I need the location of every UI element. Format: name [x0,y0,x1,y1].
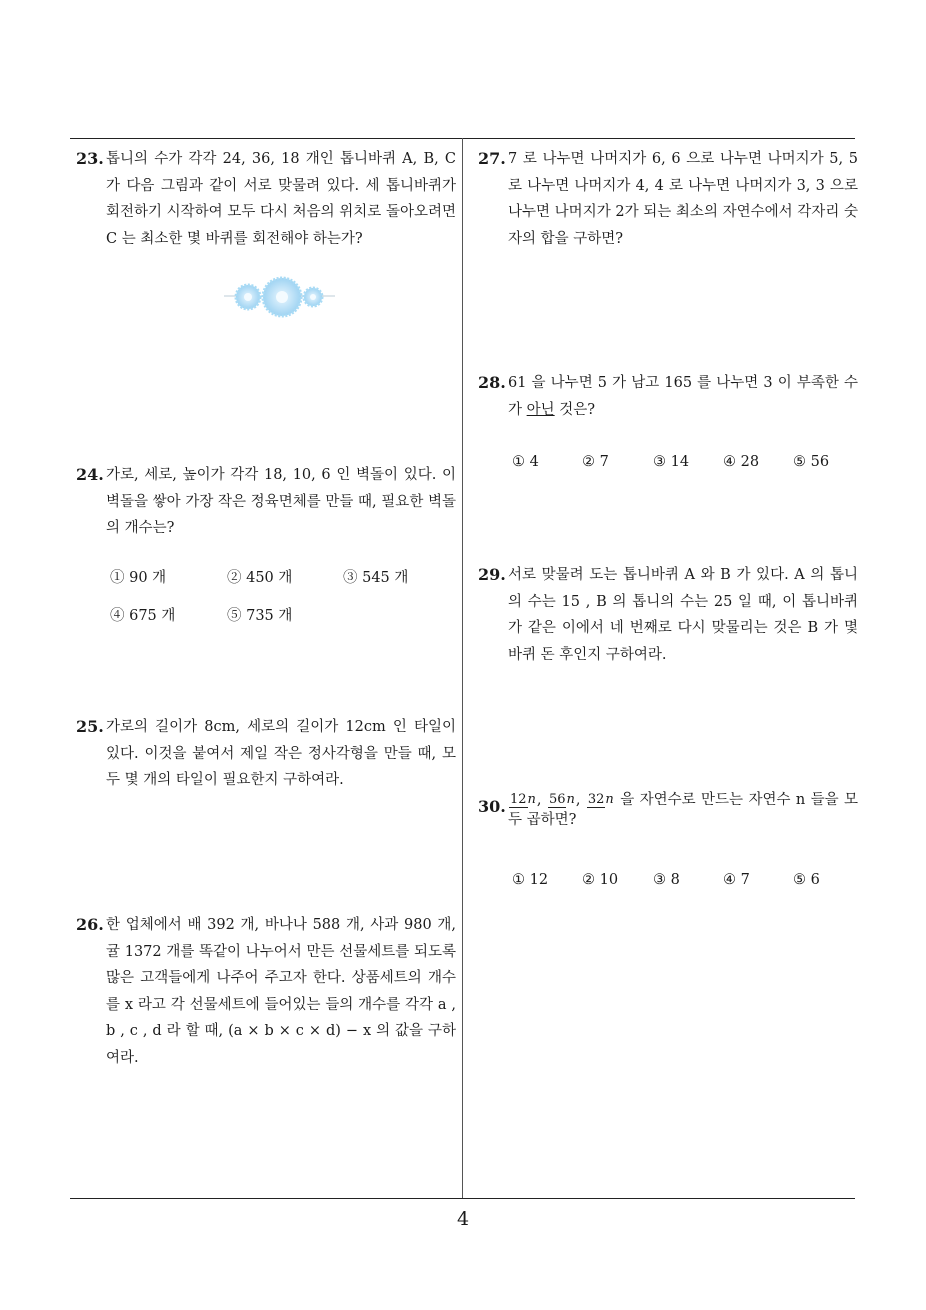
gears-drawing [222,260,337,324]
choice-5[interactable]: ⑤ 56 [793,454,830,470]
text-part: 것은? [554,401,596,418]
question-text: 톱니의 수가 각각 24, 36, 18 개인 톱니바퀴 A, B, C 가 다음 그림과 같이 서로 맞물려 있다. 세 톱니바퀴가 회전하기 시작하여 모두 다시 처음의 위치로 돌아오려면 C 는 최소한 몇 바퀴를 회전해야 하는가? [106,151,456,247]
separator: , [536,792,542,808]
choice-2[interactable]: ② 10 [582,872,619,888]
question-29 [478,562,858,668]
question-number: 23. [76,149,104,168]
choice-3[interactable]: ③ 14 [653,454,690,470]
choices-30 [512,872,852,896]
question-text: 7 로 나누면 나머지가 6, 6 으로 나누면 나머지가 5, 5 로 나누면 나머지가 4, 4 로 나누면 나머지가 3, 3 으로 나누면 나머지가 2가 되는 최소의 자연수에서 각자리 숫자의 합을 구하면? [508,151,858,247]
question-text: 한 업체에서 배 392 개, 바나나 588 개, 사과 980 개, 귤 1372 개를 똑같이 나누어서 만든 선물세트를 되도록 많은 고객들에게 나주어 주고자 한다. 상품세트의 개수를 x 라고 각 선물세트에 들어있는 들의 개수를 각각 a , b , c , d 라 할 때, (a × b × c × d) − x 의 값을 구하여라. [106,917,456,1066]
choice-4[interactable]: ④ 28 [723,454,760,470]
question-30 [478,790,858,830]
column-divider [462,138,463,1199]
question-28 [478,370,858,423]
question-text [508,790,858,830]
choice-2[interactable]: ② 7 [582,454,609,470]
question-number: 25. [76,717,104,736]
fraction-3: 32n [587,792,614,807]
choice-5[interactable]: ⑤ 6 [793,872,820,888]
choice-3[interactable]: ③ 8 [653,872,680,888]
question-number: 26. [76,915,104,934]
bottom-rule [70,1198,855,1199]
question-25 [76,714,456,794]
question-text [508,370,858,423]
question-text: 서로 맞물려 도는 톱니바퀴 A 와 B 가 있다. A 의 톱니의 수는 15 , B 의 톱니의 수는 25 일 때, 이 톱니바퀴가 같은 이에서 네 번째로 다시 맞물리는 것은 B 가 몇 바퀴 돈 후인지 구하여라. [508,567,858,663]
question-number: 27. [478,149,506,168]
choice-5[interactable]: ⑤ 735 개 [227,608,293,624]
question-number: 29. [478,565,506,584]
choice-2[interactable]: ② 450 개 [227,570,293,586]
gear-a-icon [236,285,260,309]
question-27 [478,146,858,252]
text-part: 61 을 나누면 5 가 남고 165 를 나누면 3 이 부족한 수가 [508,375,858,418]
choices-28 [512,454,852,478]
fraction-1: 12n [510,792,536,807]
choice-4[interactable]: ④ 7 [723,872,750,888]
question-number: 24. [76,465,104,484]
question-text: 가로의 길이가 8cm, 세로의 길이가 12cm 인 타일이 있다. 이것을 붙여서 제일 작은 정사각형을 만들 때, 모두 몇 개의 타일이 필요한지 구하여라. [106,719,456,788]
page-number: 4 [456,1208,470,1230]
choice-1[interactable]: ① 4 [512,454,539,470]
choices-24 [110,566,450,626]
fraction-2: 56n [548,792,575,807]
question-number: 30. [478,797,506,816]
choice-4[interactable]: ④ 675 개 [110,608,176,624]
question-23 [76,146,456,252]
gear-b-icon [263,278,301,316]
gear-c-icon [304,288,322,306]
choice-3[interactable]: ③ 545 개 [343,570,409,586]
question-number: 28. [478,373,506,392]
gears-figure [222,260,337,324]
question-26 [76,912,456,1071]
separator: , [575,792,581,808]
question-text: 가로, 세로, 높이가 각각 18, 10, 6 인 벽돌이 있다. 이 벽돌을 쌓아 가장 작은 정육면체를 만들 때, 필요한 벽돌의 개수는? [106,467,456,536]
question-24 [76,462,456,542]
choice-1[interactable]: ① 90 개 [110,570,167,586]
choice-1[interactable]: ① 12 [512,872,549,888]
underlined-word: 아닌 [526,401,555,418]
text-part: 을 자연수로 만드는 자연수 n 들을 모두 곱하면? [508,792,859,828]
